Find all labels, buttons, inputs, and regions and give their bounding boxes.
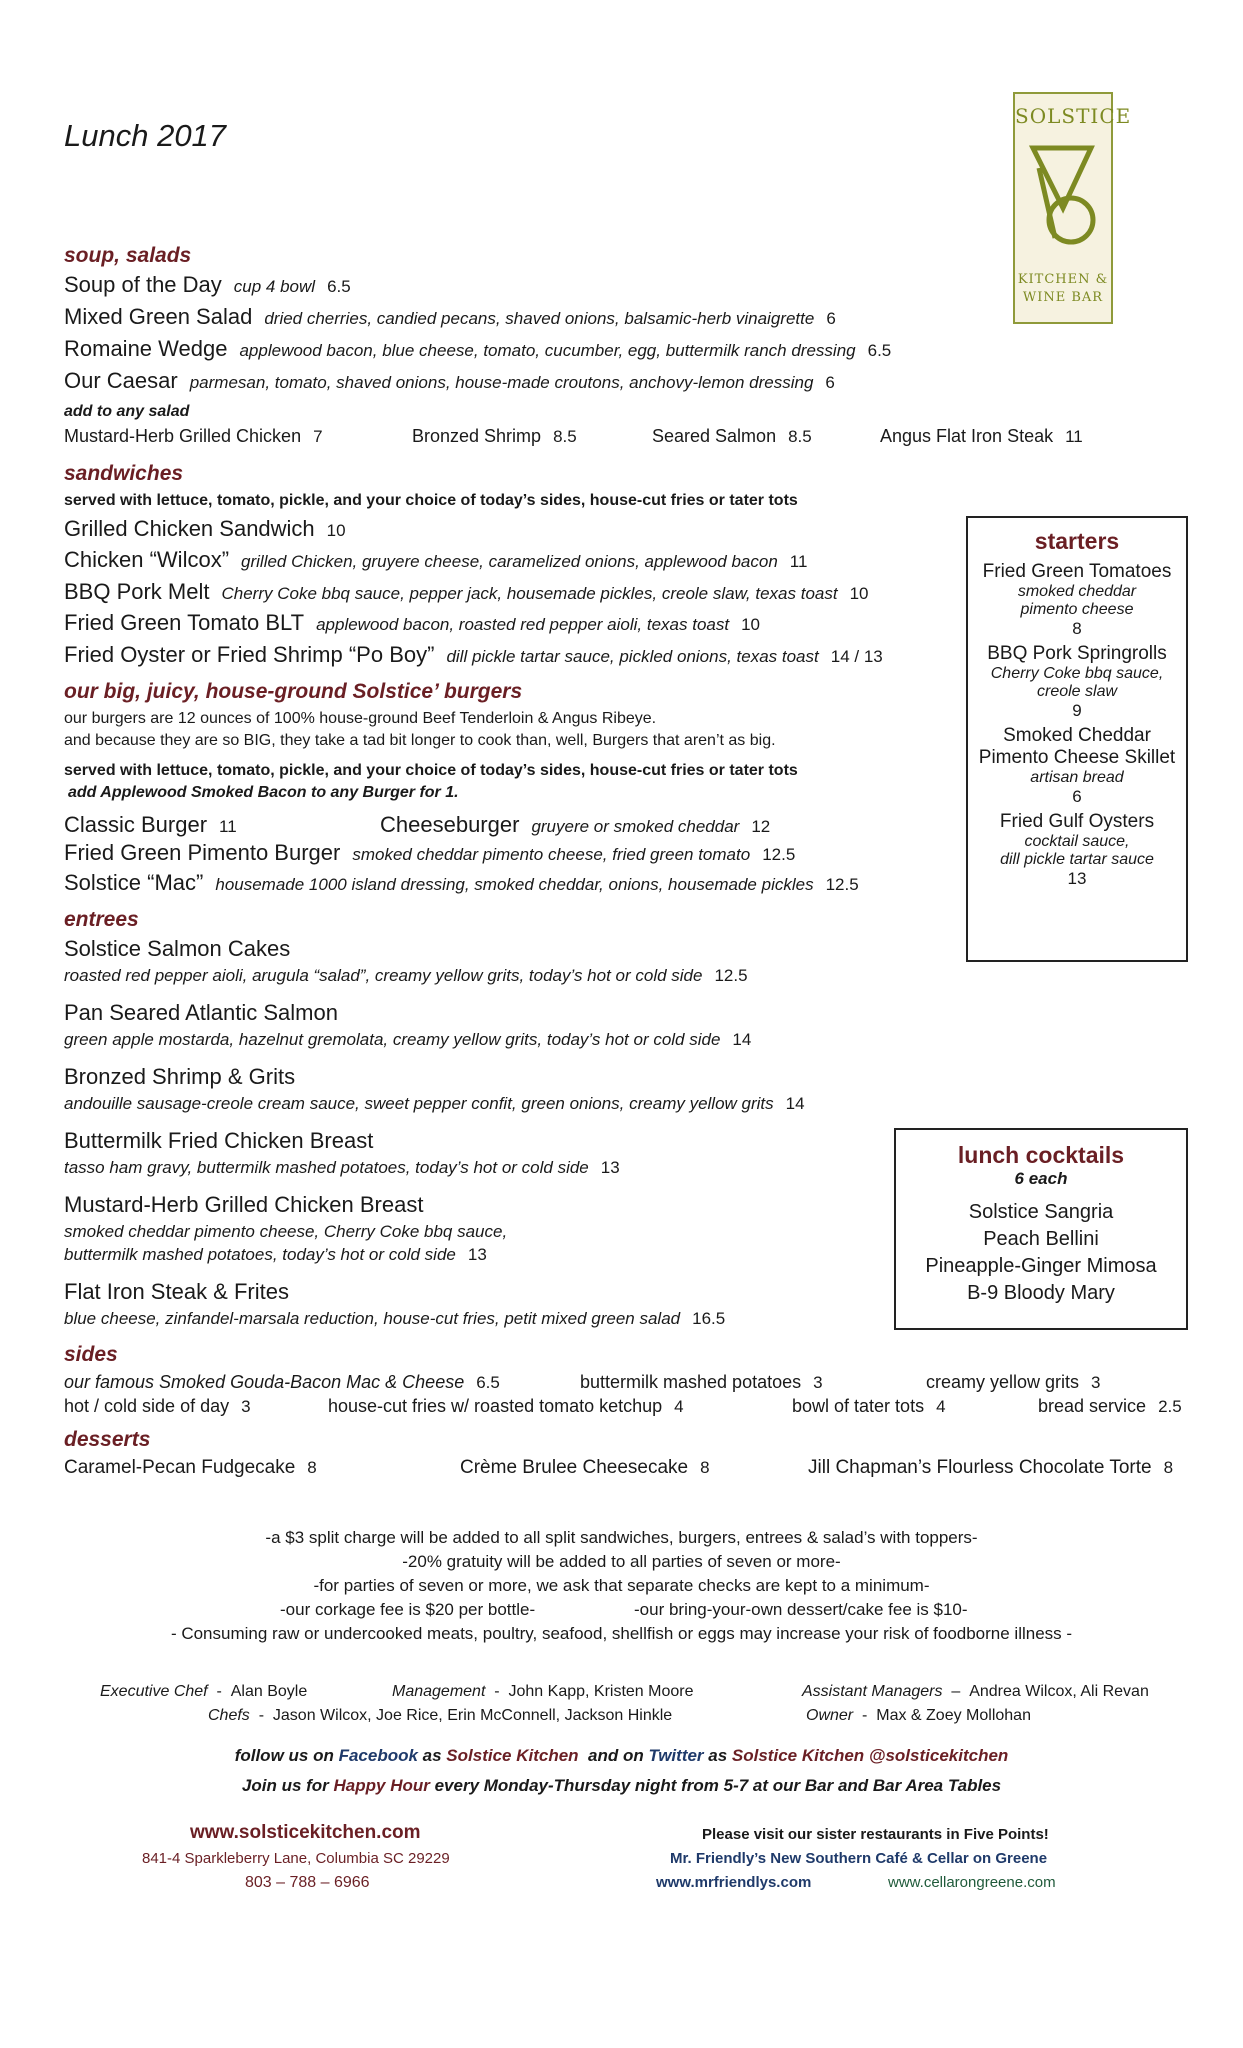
desserts-heading: desserts bbox=[64, 1428, 151, 1451]
side-price: 4 bbox=[674, 1397, 684, 1416]
item-price: 13 bbox=[467, 1245, 487, 1264]
menu-item bbox=[64, 812, 237, 838]
sandwiches-note: served with lettuce, tomato, pickle, and your choice of today’s sides, house-cut fries or tater tots bbox=[64, 492, 798, 509]
starter-desc: cocktail sauce, bbox=[1024, 833, 1130, 850]
menu-item bbox=[64, 368, 835, 394]
starters-box bbox=[966, 516, 1188, 962]
starter-name: Pimento Cheese Skillet bbox=[978, 747, 1176, 768]
item-desc: dried cherries, candied pecans, shaved onions, balsamic-herb vinaigrette bbox=[264, 309, 815, 328]
staff-value: Andrea Wilcox, Ali Revan bbox=[969, 1683, 1149, 1700]
item-price: 16.5 bbox=[692, 1309, 726, 1328]
item-name: Soup of the Day bbox=[64, 272, 222, 297]
item-desc: smoked cheddar pimento cheese, fried green tomato bbox=[352, 845, 751, 864]
side-name: creamy yellow grits bbox=[926, 1372, 1080, 1392]
item-name: Our Caesar bbox=[64, 368, 178, 393]
side-name: hot / cold side of day bbox=[64, 1396, 230, 1416]
item-price: 6.5 bbox=[867, 341, 892, 360]
sides-heading: sides bbox=[64, 1343, 118, 1366]
social-name: Solstice Kitchen @solsticekitchen bbox=[731, 1746, 1009, 1765]
dessert-name: Caramel-Pecan Fudgecake bbox=[64, 1457, 296, 1478]
cocktails-sub: 6 each bbox=[1014, 1169, 1068, 1188]
entree-name: Solstice Salmon Cakes bbox=[64, 936, 291, 961]
menu-item bbox=[64, 547, 807, 573]
item-desc: green apple mostarda, hazelnut gremolata, creamy yellow grits, today’s hot or cold side bbox=[64, 1030, 721, 1049]
solstice-logo bbox=[1013, 92, 1132, 324]
staff-exec: Executive Chef - Alan Boyle bbox=[100, 1683, 308, 1700]
entree-name: Mustard-Herb Grilled Chicken Breast bbox=[64, 1192, 424, 1217]
starter-price: 6 bbox=[1072, 787, 1082, 806]
item-name: Mixed Green Salad bbox=[64, 304, 253, 329]
staff-value: Jason Wilcox, Joe Rice, Erin McConnell, Jackson Hinkle bbox=[272, 1707, 673, 1724]
policy-line: -for parties of seven or more, we ask that separate checks are kept to a minimum- bbox=[313, 1576, 930, 1595]
entree-name: Pan Seared Atlantic Salmon bbox=[64, 1000, 338, 1025]
item-name: Fried Green Tomato BLT bbox=[64, 610, 305, 635]
side-item bbox=[792, 1396, 946, 1417]
side-price: 3 bbox=[1091, 1373, 1101, 1392]
entree-name: Flat Iron Steak & Frites bbox=[64, 1279, 289, 1304]
social-line bbox=[0, 1746, 1243, 1766]
item-name: Cheeseburger bbox=[380, 812, 520, 837]
item-desc: smoked cheddar pimento cheese, Cherry Coke bbq sauce, bbox=[64, 1222, 508, 1241]
side-name: our famous Smoked Gouda-Bacon Mac & Cheese bbox=[64, 1372, 465, 1392]
policy-line: -our bring-your-own dessert/cake fee is $10- bbox=[634, 1600, 968, 1619]
item-desc: roasted red pepper aioli, arugula “salad”, creamy yellow grits, today’s hot or cold side bbox=[64, 966, 703, 985]
side-name: bowl of tater tots bbox=[792, 1396, 925, 1416]
item-name: BBQ Pork Melt bbox=[64, 579, 210, 604]
burgers-line-1: our burgers are 12 ounces of 100% house-ground Beef Tenderloin & Angus Ribeye. bbox=[64, 710, 657, 727]
side-item bbox=[580, 1372, 823, 1393]
menu-item bbox=[64, 304, 836, 330]
add-to-salad-label: add to any salad bbox=[64, 403, 190, 420]
starter-price: 9 bbox=[1072, 701, 1082, 720]
sister-line-1: Please visit our sister restaurants in Five Points! bbox=[702, 1826, 1049, 1843]
starter-name: BBQ Pork Springrolls bbox=[987, 643, 1167, 664]
logo-tagline-2: WINE BAR bbox=[1022, 290, 1104, 305]
policy-line: -our corkage fee is $20 per bottle- bbox=[280, 1600, 536, 1619]
menu-item bbox=[64, 870, 859, 896]
item-name: Grilled Chicken Sandwich bbox=[64, 516, 315, 541]
addon-price: 7 bbox=[313, 427, 323, 446]
item-price: 12.5 bbox=[762, 845, 796, 864]
entree-name: Buttermilk Fried Chicken Breast bbox=[64, 1128, 374, 1153]
item-name: Classic Burger bbox=[64, 812, 208, 837]
item-desc: Cherry Coke bbq sauce, pepper jack, housemade pickles, creole slaw, texas toast bbox=[221, 584, 838, 603]
item-desc: cup 4 bowl bbox=[233, 277, 316, 296]
item-price: 6.5 bbox=[327, 277, 351, 296]
starter-desc: artisan bread bbox=[1030, 769, 1124, 786]
side-price: 3 bbox=[241, 1397, 251, 1416]
burgers-bacon-note: add Applewood Smoked Bacon to any Burger for 1. bbox=[68, 784, 459, 801]
menu-item bbox=[64, 840, 795, 866]
item-desc: dill pickle tartar sauce, pickled onions, texas toast bbox=[446, 647, 819, 666]
addon-price: 11 bbox=[1065, 427, 1083, 446]
item-price: 12.5 bbox=[825, 875, 859, 894]
item-price: 14 / 13 bbox=[830, 647, 883, 666]
item-price: 13 bbox=[600, 1158, 620, 1177]
item-name: Fried Green Pimento Burger bbox=[64, 840, 341, 865]
side-item bbox=[64, 1372, 500, 1393]
side-price: 2.5 bbox=[1158, 1397, 1182, 1416]
side-price: 4 bbox=[936, 1397, 946, 1416]
item-name: Fried Oyster or Fried Shrimp “Po Boy” bbox=[64, 642, 435, 667]
item-price: 10 bbox=[741, 615, 760, 634]
starter-desc: creole slaw bbox=[1036, 683, 1118, 700]
item-price: 14 bbox=[785, 1094, 805, 1113]
item-name: Chicken “Wilcox” bbox=[64, 547, 230, 572]
addon-name: Bronzed Shrimp bbox=[412, 426, 542, 446]
burgers-note: served with lettuce, tomato, pickle, and your choice of today’s sides, house-cut fries or tater tots bbox=[64, 762, 798, 779]
happy-hour: Happy Hour bbox=[333, 1776, 430, 1795]
menu-item bbox=[64, 272, 351, 298]
menu-item bbox=[64, 579, 869, 605]
item-desc: andouille sausage-creole cream sauce, sweet pepper confit, green onions, creamy yellow grits bbox=[64, 1094, 774, 1113]
logo-name: SOLSTICE bbox=[1015, 104, 1132, 128]
starter-name: Smoked Cheddar bbox=[1003, 725, 1151, 746]
addon-item bbox=[652, 426, 812, 447]
dessert-name: Crème Brulee Cheesecake bbox=[460, 1457, 689, 1478]
entree-name: Bronzed Shrimp & Grits bbox=[64, 1064, 296, 1089]
starter-desc: Cherry Coke bbq sauce, bbox=[990, 665, 1164, 682]
item-name: Romaine Wedge bbox=[64, 336, 228, 361]
item-price: 12 bbox=[751, 817, 771, 836]
addon-name: Mustard-Herb Grilled Chicken bbox=[64, 426, 302, 446]
staff-value: John Kapp, Kristen Moore bbox=[508, 1683, 694, 1700]
cocktail-list bbox=[896, 1199, 1186, 1307]
social-text: follow us on bbox=[234, 1746, 339, 1765]
facebook-link[interactable]: Facebook bbox=[338, 1746, 418, 1765]
policy-line: - Consuming raw or undercooked meats, poultry, seafood, shellfish or eggs may increase your risk of foodborne illness - bbox=[170, 1624, 1073, 1643]
mrfriendlys-link[interactable]: www.mrfriendlys.com bbox=[656, 1874, 812, 1891]
item-desc: parmesan, tomato, shaved onions, house-made croutons, anchovy-lemon dressing bbox=[189, 373, 814, 392]
logo-tagline-1: KITCHEN & bbox=[1017, 272, 1109, 287]
staff-asst: Assistant Managers – Andrea Wilcox, Ali Revan bbox=[802, 1683, 1149, 1700]
starter-desc: dill pickle tartar sauce bbox=[1000, 851, 1154, 868]
social-text: every Monday-Thursday night from 5-7 at our Bar and Bar Area Tables bbox=[429, 1776, 1002, 1795]
side-item bbox=[1038, 1396, 1182, 1417]
item-price: 10 bbox=[849, 584, 869, 603]
page-title: Lunch 2017 bbox=[64, 118, 227, 153]
addon-price: 8.5 bbox=[788, 427, 812, 446]
happy-hour-line bbox=[0, 1776, 1243, 1796]
starter-name: Fried Green Tomatoes bbox=[982, 561, 1172, 582]
cellarongreene-link[interactable]: www.cellarongreene.com bbox=[888, 1874, 1056, 1891]
starter-price: 13 bbox=[1067, 869, 1087, 888]
side-item bbox=[926, 1372, 1101, 1393]
staff-value: Max & Zoey Mollohan bbox=[876, 1707, 1031, 1724]
dessert-item bbox=[460, 1457, 710, 1479]
logo-emblem-icon bbox=[1025, 138, 1101, 258]
social-text: and on bbox=[578, 1746, 649, 1765]
item-price: 6 bbox=[825, 373, 835, 392]
addon-name: Seared Salmon bbox=[652, 426, 777, 446]
staff-value: Alan Boyle bbox=[230, 1683, 308, 1700]
item-desc: applewood bacon, blue cheese, tomato, cucumber, egg, buttermilk ranch dressing bbox=[239, 341, 856, 360]
item-price: 10 bbox=[326, 521, 346, 540]
starter-name: Fried Gulf Oysters bbox=[999, 811, 1155, 832]
addon-item bbox=[880, 426, 1083, 447]
addon-price: 8.5 bbox=[553, 427, 577, 446]
cocktail-item: Solstice Sangria bbox=[968, 1201, 1114, 1223]
dessert-item bbox=[64, 1457, 317, 1479]
side-item bbox=[64, 1396, 251, 1417]
entree-detail bbox=[64, 966, 748, 986]
side-price: 3 bbox=[813, 1373, 823, 1392]
starter-desc: smoked cheddar bbox=[1017, 583, 1137, 600]
side-name: bread service bbox=[1038, 1396, 1147, 1416]
item-price: 14 bbox=[732, 1030, 752, 1049]
policy-line: -a $3 split charge will be added to all split sandwiches, burgers, entrees & salad’s with toppers- bbox=[265, 1528, 978, 1547]
staff-owner: Owner - Max & Zoey Mollohan bbox=[806, 1707, 1031, 1724]
address: 841-4 Sparkleberry Lane, Columbia SC 29229 bbox=[142, 1850, 450, 1867]
side-item bbox=[328, 1396, 684, 1417]
dessert-price: 8 bbox=[700, 1458, 710, 1477]
social-text: as bbox=[417, 1746, 447, 1765]
dessert-price: 8 bbox=[1163, 1458, 1174, 1477]
entree-detail bbox=[64, 1094, 805, 1114]
item-desc: tasso ham gravy, buttermilk mashed potatoes, today’s hot or cold side bbox=[64, 1158, 589, 1177]
twitter-link[interactable]: Twitter bbox=[648, 1746, 704, 1765]
staff-chefs: Chefs - Jason Wilcox, Joe Rice, Erin McConnell, Jackson Hinkle bbox=[208, 1707, 673, 1724]
starter-price: 8 bbox=[1072, 619, 1082, 638]
addon-item bbox=[412, 426, 577, 447]
side-name: buttermilk mashed potatoes bbox=[580, 1372, 802, 1392]
entree-detail bbox=[64, 1030, 751, 1050]
addon-item bbox=[64, 426, 323, 447]
entree-detail bbox=[64, 1309, 725, 1329]
item-price: 11 bbox=[219, 817, 237, 836]
cocktail-item: B-9 Bloody Mary bbox=[967, 1282, 1115, 1304]
item-price: 11 bbox=[789, 552, 808, 571]
cocktail-item: Pineapple-Ginger Mimosa bbox=[925, 1255, 1157, 1277]
entrees-heading: entrees bbox=[64, 908, 139, 931]
social-name: Solstice Kitchen bbox=[446, 1746, 579, 1765]
menu-item bbox=[380, 812, 770, 838]
burgers-line-2: and because they are so BIG, they take a tad bit longer to cook than, well, Burgers that aren’t as big. bbox=[64, 732, 776, 749]
staff-label: Executive Chef bbox=[100, 1683, 208, 1700]
policy-line: -20% gratuity will be added to all parties of seven or more- bbox=[402, 1552, 841, 1571]
item-name: Solstice “Mac” bbox=[64, 870, 204, 895]
menu-item bbox=[64, 642, 883, 668]
addon-name: Angus Flat Iron Steak bbox=[880, 426, 1054, 446]
dessert-name: Jill Chapman’s Flourless Chocolate Torte bbox=[808, 1457, 1152, 1478]
cocktails-heading: lunch cocktails bbox=[957, 1142, 1125, 1168]
soup-salads-heading: soup, salads bbox=[64, 244, 192, 267]
dessert-item bbox=[808, 1457, 1173, 1479]
cocktails-box bbox=[894, 1128, 1188, 1330]
staff-label: Chefs bbox=[208, 1707, 250, 1724]
menu-item bbox=[64, 516, 346, 542]
entree-detail bbox=[64, 1158, 620, 1178]
entree-detail bbox=[64, 1245, 487, 1265]
menu-item bbox=[64, 336, 891, 362]
sandwiches-heading: sandwiches bbox=[64, 462, 184, 485]
cocktail-item: Peach Bellini bbox=[983, 1228, 1099, 1250]
item-price: 6 bbox=[826, 309, 836, 328]
staff-label: Owner bbox=[806, 1707, 854, 1724]
item-desc: gruyere or smoked cheddar bbox=[531, 817, 740, 836]
burgers-heading: our big, juicy, house-ground Solstice’ burgers bbox=[64, 680, 523, 703]
item-desc: applewood bacon, roasted red pepper aioli, texas toast bbox=[316, 615, 730, 634]
menu-item bbox=[64, 610, 760, 636]
starter-desc: pimento cheese bbox=[1020, 601, 1134, 618]
phone: 803 – 788 – 6966 bbox=[245, 1874, 370, 1891]
staff-label: Management bbox=[392, 1683, 486, 1700]
social-text: as bbox=[703, 1746, 732, 1765]
item-price: 12.5 bbox=[714, 966, 748, 985]
website-link[interactable]: www.solsticekitchen.com bbox=[190, 1822, 421, 1843]
staff-mgmt: Management - John Kapp, Kristen Moore bbox=[392, 1683, 694, 1700]
side-name: house-cut fries w/ roasted tomato ketchup bbox=[328, 1396, 663, 1416]
item-desc: grilled Chicken, gruyere cheese, caramelized onions, applewood bacon bbox=[241, 552, 778, 571]
staff-label: Assistant Managers bbox=[802, 1683, 943, 1700]
starters-heading: starters bbox=[1034, 528, 1120, 554]
item-desc: buttermilk mashed potatoes, today’s hot or cold side bbox=[64, 1245, 456, 1264]
dessert-price: 8 bbox=[307, 1458, 317, 1477]
social-text: Join us for bbox=[241, 1776, 334, 1795]
sister-line-2: Mr. Friendly’s New Southern Café & Cellar on Greene bbox=[670, 1850, 1048, 1867]
item-desc: blue cheese, zinfandel-marsala reduction, house-cut fries, petit mixed green salad bbox=[64, 1309, 681, 1328]
item-desc: housemade 1000 island dressing, smoked cheddar, onions, housemade pickles bbox=[215, 875, 814, 894]
side-price: 6.5 bbox=[476, 1373, 500, 1392]
